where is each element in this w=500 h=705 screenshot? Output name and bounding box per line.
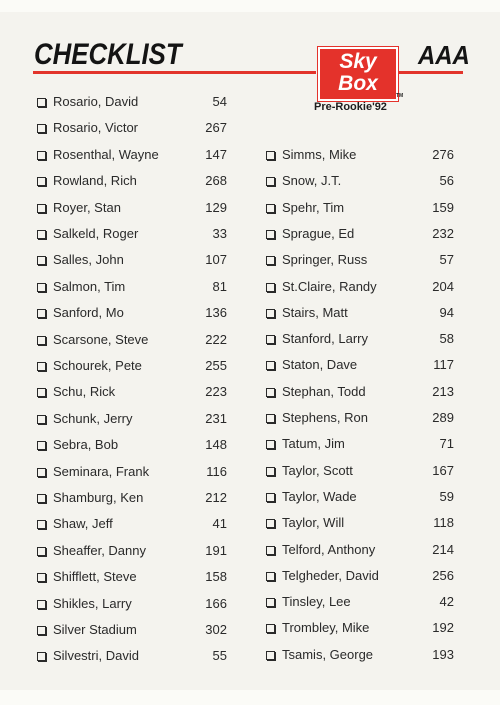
checkbox-icon[interactable] xyxy=(266,493,275,502)
checklist-row xyxy=(37,515,227,533)
card-number: 289 xyxy=(432,410,454,425)
checkbox-icon[interactable] xyxy=(37,388,46,397)
player-name: Silvestri, David xyxy=(53,648,139,664)
checklist-row xyxy=(266,172,454,190)
card-number: 214 xyxy=(432,541,454,557)
player-name: Stanford, Larry xyxy=(282,331,368,347)
player-name: Taylor, Wade xyxy=(282,488,357,504)
skybox-logo xyxy=(318,47,398,101)
card-number: 222 xyxy=(205,331,227,347)
checkbox-icon[interactable] xyxy=(37,309,46,318)
checkbox-icon[interactable] xyxy=(37,336,46,345)
player-name: Spehr, Tim xyxy=(282,199,345,215)
player-name: Shikles, Larry xyxy=(53,595,132,611)
checkbox-icon[interactable] xyxy=(266,414,275,423)
card-number: 232 xyxy=(432,225,454,241)
checkbox-icon[interactable] xyxy=(266,624,275,633)
card-top-edge xyxy=(0,0,500,12)
checkbox-icon[interactable] xyxy=(37,256,46,265)
card-number: 167 xyxy=(432,462,454,478)
checklist-row xyxy=(37,278,227,296)
card-number: 255 xyxy=(205,358,227,373)
card-number: 116 xyxy=(206,463,227,479)
card-number: 213 xyxy=(432,383,454,399)
checkbox-icon[interactable] xyxy=(266,177,275,186)
card-number: 276 xyxy=(432,147,454,162)
checklist-row xyxy=(37,621,227,639)
checkbox-icon[interactable] xyxy=(266,151,275,160)
checklist-row xyxy=(37,172,227,190)
player-name: Taylor, Scott xyxy=(282,462,353,478)
card-number: 204 xyxy=(432,278,454,294)
card-number: 223 xyxy=(205,384,227,400)
card-number: 107 xyxy=(205,252,227,268)
checkbox-icon[interactable] xyxy=(266,204,275,213)
checklist-row xyxy=(266,225,454,243)
checkbox-icon[interactable] xyxy=(37,626,46,635)
checklist-row xyxy=(266,330,454,348)
checklist-row xyxy=(266,251,454,269)
checkbox-icon[interactable] xyxy=(37,600,46,609)
checklist-row xyxy=(266,593,454,611)
card-number: 212 xyxy=(205,490,227,505)
card-number: 117 xyxy=(433,357,454,373)
player-name: Royer, Stan xyxy=(53,199,121,215)
card-number: 58 xyxy=(439,331,454,347)
checkbox-icon[interactable] xyxy=(37,520,46,529)
checklist-row xyxy=(266,514,454,532)
checklist-row xyxy=(37,331,227,349)
checklist-row xyxy=(266,488,454,506)
card-number: 33 xyxy=(212,226,227,241)
checkbox-icon[interactable] xyxy=(266,651,275,660)
player-name: Telford, Anthony xyxy=(282,541,376,557)
checklist-row xyxy=(37,119,227,137)
checklist-row xyxy=(37,489,227,507)
card-number: 42 xyxy=(439,594,454,610)
card-number: 55 xyxy=(212,648,227,664)
card-number: 41 xyxy=(212,516,227,532)
checkbox-icon[interactable] xyxy=(37,230,46,239)
title-underline xyxy=(33,71,316,74)
checkbox-icon[interactable] xyxy=(266,519,275,528)
player-name: St.Claire, Randy xyxy=(282,278,377,294)
player-name: Telgheder, David xyxy=(282,567,379,583)
checklist-row xyxy=(37,568,227,586)
player-name: Shamburg, Ken xyxy=(53,490,144,505)
card-number: 71 xyxy=(439,436,454,452)
player-name: Stephan, Todd xyxy=(282,383,366,399)
checklist-row xyxy=(37,225,227,243)
checklist-row xyxy=(266,383,454,401)
player-name: Tinsley, Lee xyxy=(282,594,351,610)
card-number: 94 xyxy=(439,304,454,320)
card-number: 118 xyxy=(433,515,454,531)
checkbox-icon[interactable] xyxy=(266,467,275,476)
player-name: Salkeld, Roger xyxy=(53,226,139,241)
card-number: 256 xyxy=(432,567,454,583)
checkbox-icon[interactable] xyxy=(37,494,46,503)
checkbox-icon[interactable] xyxy=(266,256,275,265)
card-bottom-edge xyxy=(0,690,500,705)
player-name: Rosario, Victor xyxy=(53,120,139,136)
player-name: Stephens, Ron xyxy=(282,410,369,425)
checklist-row xyxy=(37,595,227,613)
checkbox-icon[interactable] xyxy=(37,547,46,556)
checklist-row xyxy=(37,251,227,269)
page-title: CHECKLIST xyxy=(34,38,182,71)
card-number: 267 xyxy=(205,120,227,136)
card-number: 268 xyxy=(205,173,227,189)
card-number: 302 xyxy=(205,622,227,637)
checkbox-icon[interactable] xyxy=(37,204,46,213)
card-number: 191 xyxy=(205,542,227,558)
checklist-row xyxy=(37,304,227,322)
checkbox-icon[interactable] xyxy=(266,283,275,292)
player-name: Rowland, Rich xyxy=(53,173,137,189)
checkbox-icon[interactable] xyxy=(37,283,46,292)
card-number: 148 xyxy=(205,437,227,453)
card-number: 231 xyxy=(205,410,227,426)
checklist-row xyxy=(37,463,227,481)
checkbox-icon[interactable] xyxy=(266,598,275,607)
player-name: Sebra, Bob xyxy=(53,437,119,453)
checkbox-icon[interactable] xyxy=(37,98,46,107)
card-number: 166 xyxy=(205,595,227,611)
series-label: AAA xyxy=(418,40,470,70)
checklist-row xyxy=(37,93,227,111)
card-number: 129 xyxy=(205,199,227,215)
card-number: 159 xyxy=(432,199,454,215)
checklist-row xyxy=(37,357,227,375)
checkbox-icon[interactable] xyxy=(37,362,46,371)
checklist-row xyxy=(266,619,454,637)
logo-word-box: Box xyxy=(338,72,378,95)
checkbox-icon[interactable] xyxy=(37,415,46,424)
card-number: 81 xyxy=(212,278,227,294)
card-number: 193 xyxy=(432,646,454,662)
player-name: Schunk, Jerry xyxy=(53,410,133,426)
checklist-row xyxy=(266,199,454,217)
player-name: Shaw, Jeff xyxy=(53,516,113,532)
checklist-row xyxy=(37,383,227,401)
player-name: Trombley, Mike xyxy=(282,620,370,636)
player-name: Taylor, Will xyxy=(282,515,345,531)
checkbox-icon[interactable] xyxy=(37,177,46,186)
checkbox-icon[interactable] xyxy=(266,546,275,555)
checkbox-icon[interactable] xyxy=(37,652,46,661)
checklist-row xyxy=(266,356,454,374)
card-number: 192 xyxy=(432,620,454,636)
player-name: Sprague, Ed xyxy=(282,225,355,241)
logo-word-sky: Sky xyxy=(339,50,377,73)
checkbox-icon[interactable] xyxy=(266,230,275,239)
checklist-row xyxy=(37,436,227,454)
checkbox-icon[interactable] xyxy=(37,151,46,160)
checkbox-icon[interactable] xyxy=(266,388,275,397)
card-number: 56 xyxy=(439,173,454,189)
checkbox-icon[interactable] xyxy=(37,573,46,582)
checkbox-icon[interactable] xyxy=(266,335,275,344)
checklist-row xyxy=(266,541,454,559)
player-name: Salles, John xyxy=(53,252,124,268)
player-name: Rosenthal, Wayne xyxy=(53,146,159,162)
checklist-row xyxy=(37,542,227,560)
player-name: Schu, Rick xyxy=(53,384,116,400)
player-name: Tatum, Jim xyxy=(282,436,345,452)
checkbox-icon[interactable] xyxy=(266,309,275,318)
checkbox-icon[interactable] xyxy=(37,441,46,450)
checkbox-icon[interactable] xyxy=(37,124,46,133)
card-number: 136 xyxy=(205,305,227,321)
player-name: Simms, Mike xyxy=(282,147,357,162)
card-number: 158 xyxy=(205,569,227,585)
card-number: 54 xyxy=(212,94,227,109)
player-name: Scarsone, Steve xyxy=(53,331,149,347)
checkbox-icon[interactable] xyxy=(266,572,275,581)
player-name: Snow, J.T. xyxy=(282,173,342,189)
checklist-row xyxy=(37,647,227,665)
card-number: 147 xyxy=(205,146,227,162)
checklist-row xyxy=(266,278,454,296)
card-number: 57 xyxy=(439,252,454,268)
checkbox-icon[interactable] xyxy=(37,468,46,477)
player-name: Schourek, Pete xyxy=(53,358,142,373)
title-underline-right xyxy=(397,71,463,74)
checkbox-icon[interactable] xyxy=(266,361,275,370)
checklist-row xyxy=(37,410,227,428)
checklist-row xyxy=(266,646,454,664)
player-name: Tsamis, George xyxy=(282,646,374,662)
checklist-row xyxy=(266,146,454,164)
player-name: Springer, Russ xyxy=(282,252,368,268)
player-name: Stairs, Matt xyxy=(282,304,348,320)
card-number: 59 xyxy=(439,488,454,504)
checkbox-icon[interactable] xyxy=(266,440,275,449)
player-name: Rosario, David xyxy=(53,94,139,109)
checklist-row xyxy=(266,567,454,585)
player-name: Seminara, Frank xyxy=(53,463,150,479)
player-name: Shifflett, Steve xyxy=(53,569,137,585)
checklist-row xyxy=(37,199,227,217)
player-name: Staton, Dave xyxy=(282,357,358,373)
player-name: Salmon, Tim xyxy=(53,278,126,294)
checklist-row xyxy=(266,304,454,322)
player-name: Silver Stadium xyxy=(53,622,137,637)
checklist-row xyxy=(266,435,454,453)
trademark-mark: TM xyxy=(396,93,404,99)
checklist-row xyxy=(266,462,454,480)
checklist-row xyxy=(37,146,227,164)
player-name: Sheaffer, Danny xyxy=(53,542,146,558)
player-name: Sanford, Mo xyxy=(53,305,124,321)
checklist-row xyxy=(266,409,454,427)
set-tagline: Pre-Rookie'92 xyxy=(314,101,387,113)
